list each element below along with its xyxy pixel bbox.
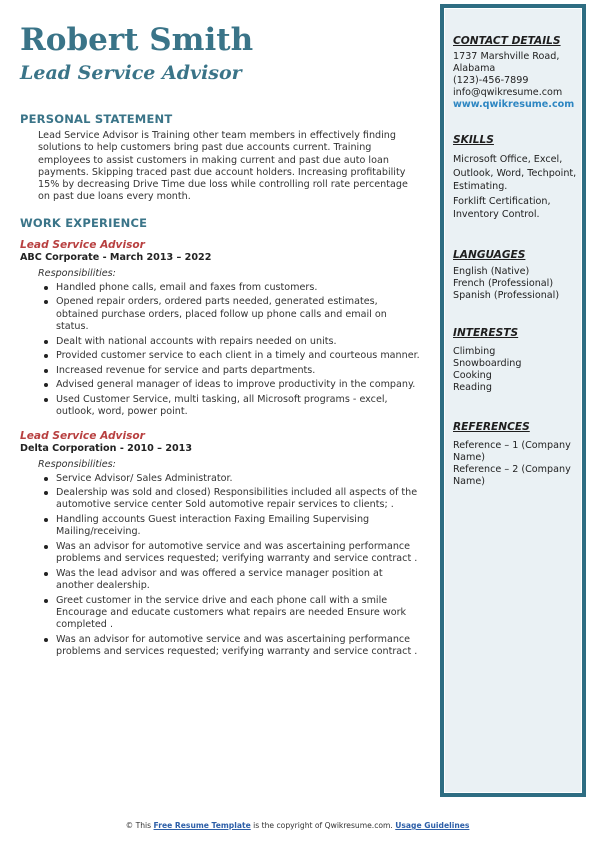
job-entry (20, 239, 420, 419)
free-resume-template-link[interactable]: Free Resume Template (153, 821, 251, 830)
list-item: Was an advisor for automotive service and was ascertaining performance problems and services requested; verifying warranty and service contract . (56, 634, 420, 659)
list-item: Handling accounts Guest interaction Faxing Emailing Supervising Mailing/receiving. (56, 514, 420, 539)
sidebar (440, 4, 586, 797)
work-experience-heading: WORK EXPERIENCE (20, 215, 148, 230)
list-item: Handled phone calls, email and faxes from customers. (56, 282, 420, 294)
list-item: Increased revenue for service and parts departments. (56, 365, 420, 377)
responsibilities-list (20, 473, 420, 659)
list-item: Dealt with national accounts with repairs needed on units. (56, 336, 420, 348)
reference-item: Reference – 1 (Company Name) (453, 439, 571, 463)
contact-address: 1737 Marshville Road, Alabama (453, 51, 560, 74)
list-item: Provided customer service to each client in a timely and courteous manner. (56, 350, 420, 362)
skills-heading: SKILLS (453, 134, 494, 146)
references-heading: REFERENCES (453, 420, 530, 433)
candidate-name: Robert Smith (20, 22, 254, 58)
job-role: Lead Service Advisor (20, 238, 145, 251)
skills-line: Forklift Certification, Inventory Control. (453, 195, 551, 220)
skills-line: Microsoft Office, Excel, Outlook, Word, Techpoint, Estimating. (453, 154, 577, 192)
personal-statement-heading: PERSONAL STATEMENT (20, 112, 173, 126)
list-item: Was the lead advisor and was offered a service manager position at another dealership. (56, 568, 420, 593)
personal-statement-text: Lead Service Advisor is Training other team members in effectively finding solutions to help customers bring past due accounts current. Training employees to assist customers in making current and past due auto loan payments. Skipping traced past due account holders. Increasing profitability 15% by decreasing Drive Time due loss while controlling roll rate percentage on past due loans every month. (38, 130, 408, 203)
interest-item: Climbing (453, 345, 496, 357)
job-company-dates: ABC Corporate - March 2013 – 2022 (20, 251, 212, 263)
responsibilities-label: Responsibilities: (38, 267, 116, 279)
language-item: English (Native) (453, 265, 530, 277)
footer-middle: is the copyright of Qwikresume.com. (250, 821, 396, 830)
interest-item: Reading (453, 381, 492, 393)
list-item: Service Advisor/ Sales Administrator. (56, 473, 420, 485)
job-company-dates: Delta Corporation - 2010 – 2013 (20, 442, 193, 454)
language-item: Spanish (Professional) (453, 289, 560, 301)
contact-phone: (123)-456-7899 (453, 75, 529, 86)
sidebar-content (453, 35, 581, 488)
job-entry (20, 430, 420, 659)
usage-guidelines-link[interactable]: Usage Guidelines (395, 821, 470, 830)
language-item: French (Professional) (453, 277, 554, 289)
list-item: Opened repair orders, ordered parts needed, generated estimates, obtained purchase orders, placed follow up phone calls and email on status. (56, 296, 420, 333)
responsibilities-list (20, 282, 420, 419)
footer-prefix: © This (125, 821, 154, 830)
list-item: Used Customer Service, multi tasking, all Microsoft programs - excel, outlook, word, power point. (56, 394, 420, 419)
list-item: Dealership was sold and closed) Responsibilities included all aspects of the automotive service center Sold automotive repair services to clients; . (56, 487, 420, 512)
interest-item: Snowboarding (453, 357, 522, 369)
candidate-title: Lead Service Advisor (20, 62, 242, 84)
responsibilities-label: Responsibilities: (38, 458, 116, 470)
job-role: Lead Service Advisor (20, 429, 145, 442)
sidebar-panel (444, 8, 582, 793)
list-item: Was an advisor for automotive service and was ascertaining performance problems and services requested; verifying warranty and service contract . (56, 541, 420, 566)
contact-website-link[interactable]: www.qwikresume.com (453, 99, 575, 110)
main-column (20, 22, 420, 661)
list-item: Greet customer in the service drive and each phone call with a smile Encourage and educate customers what repairs are needed Ensure work completed . (56, 595, 420, 632)
contact-heading: CONTACT DETAILS (453, 35, 561, 47)
footer (0, 821, 595, 830)
list-item: Advised general manager of ideas to improve productivity in the company. (56, 379, 420, 391)
reference-item: Reference – 2 (Company Name) (453, 463, 571, 487)
contact-email[interactable]: info@qwikresume.com (453, 87, 563, 98)
interest-item: Cooking (453, 369, 492, 381)
interests-heading: INTERESTS (453, 326, 519, 339)
languages-heading: LANGUAGES (453, 248, 526, 261)
